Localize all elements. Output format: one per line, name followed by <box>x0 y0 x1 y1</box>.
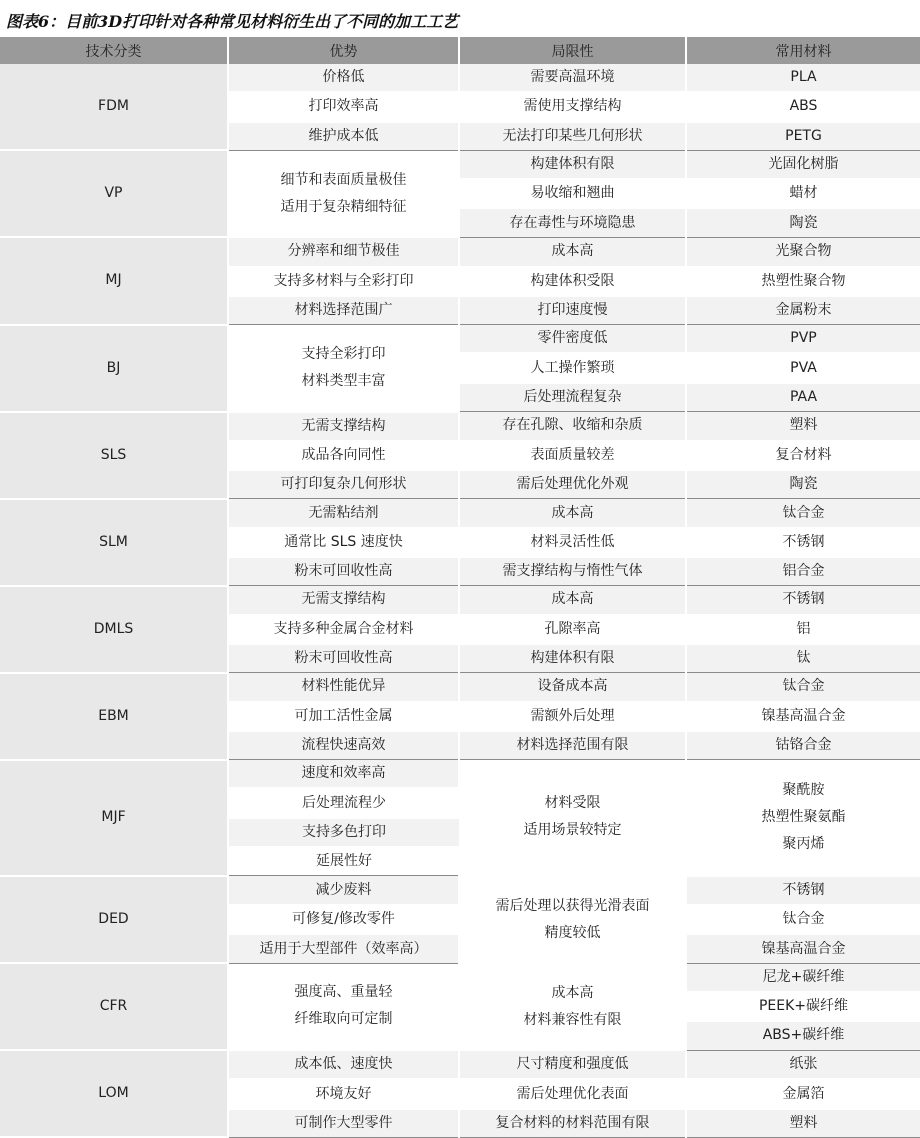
limitation-cell: 存在孔隙、收缩和杂质 <box>459 412 686 441</box>
table-row <box>0 963 920 992</box>
material-cell: 铝 <box>686 615 920 644</box>
advantage-cell-line: 材料类型丰富 <box>301 372 386 389</box>
material-cell: PVP <box>686 325 920 354</box>
limitation-cell: 材料选择范围有限 <box>459 731 686 760</box>
advantage-cell: 延展性好 <box>228 847 459 876</box>
advantage-cell: 无需粘结剂 <box>228 499 459 528</box>
category-cell: MJ <box>0 237 228 324</box>
limitation-cell: 易收缩和翘曲 <box>459 179 686 208</box>
table-row <box>0 412 920 441</box>
category-cell: MJF <box>0 760 228 876</box>
material-cell: PVA <box>686 353 920 382</box>
material-cell: 不锈钢 <box>686 528 920 557</box>
material-cell: 塑料 <box>686 1109 920 1138</box>
limitation-cell: 成本高 <box>459 499 686 528</box>
limitation-cell: 孔隙率高 <box>459 615 686 644</box>
advantage-cell-line: 强度高、重量轻 <box>294 984 393 1001</box>
table-row <box>0 237 920 266</box>
category-cell: EBM <box>0 673 228 760</box>
material-cell: PETG <box>686 122 920 151</box>
limitation-cell: 后处理流程复杂 <box>459 383 686 412</box>
header-limitations: 局限性 <box>459 37 686 64</box>
material-cell: 热塑性聚合物 <box>686 267 920 296</box>
advantage-cell: 减少废料 <box>228 876 459 905</box>
material-cell: 镍基高温合金 <box>686 702 920 731</box>
advantage-cell <box>228 150 459 237</box>
limitation-cell-line: 适用场景较特定 <box>523 822 622 839</box>
header-advantages: 优势 <box>228 37 459 64</box>
category-cell: BJ <box>0 325 228 412</box>
figure-title: 图表6：目前3D打印针对各种常见材料衍生出了不同的加工工艺 <box>6 12 459 31</box>
limitation-cell <box>459 876 686 963</box>
advantage-cell: 成品各向同性 <box>228 441 459 470</box>
material-cell: 光聚合物 <box>686 237 920 266</box>
table-row <box>0 1050 920 1079</box>
category-cell: SLM <box>0 499 228 586</box>
advantage-cell: 价格低 <box>228 64 459 92</box>
limitation-cell: 构建体积有限 <box>459 150 686 179</box>
process-table <box>0 37 920 1138</box>
material-cell: 钛合金 <box>686 499 920 528</box>
advantage-cell: 后处理流程少 <box>228 788 459 817</box>
limitation-cell: 设备成本高 <box>459 673 686 702</box>
table-row <box>0 876 920 905</box>
limitation-cell: 需要高温环境 <box>459 64 686 92</box>
advantage-cell <box>228 963 459 1050</box>
advantage-cell-line: 适用于复杂精细特征 <box>280 198 407 215</box>
advantage-cell: 环境友好 <box>228 1079 459 1108</box>
table-row <box>0 325 920 354</box>
advantage-cell: 通常比 SLS 速度快 <box>228 528 459 557</box>
advantage-cell-line: 细节和表面质量极佳 <box>280 171 407 188</box>
material-cell: PLA <box>686 64 920 92</box>
advantage-cell: 适用于大型部件（效率高） <box>228 934 459 963</box>
material-cell: 金属粉末 <box>686 296 920 325</box>
limitation-cell: 材料灵活性低 <box>459 528 686 557</box>
category-cell: FDM <box>0 64 228 150</box>
limitation-cell: 存在毒性与环境隐患 <box>459 208 686 237</box>
limitation-cell: 成本高 <box>459 586 686 615</box>
advantage-cell: 支持多种金属合金材料 <box>228 615 459 644</box>
limitation-cell-line: 材料兼容性有限 <box>523 1011 622 1028</box>
category-cell: CFR <box>0 963 228 1050</box>
limitation-cell-line: 精度较低 <box>544 924 601 941</box>
material-cell: 尼龙+碳纤维 <box>686 963 920 992</box>
header-row <box>0 37 920 64</box>
material-cell-line: 热塑性聚氨酯 <box>761 808 846 825</box>
material-cell: 钛合金 <box>686 905 920 934</box>
material-cell: 陶瓷 <box>686 470 920 499</box>
advantage-cell: 支持多材料与全彩打印 <box>228 267 459 296</box>
material-cell <box>686 760 920 876</box>
advantage-cell: 可加工活性金属 <box>228 702 459 731</box>
limitation-cell: 复合材料的材料范围有限 <box>459 1109 686 1138</box>
table-row <box>0 586 920 615</box>
limitation-cell <box>459 963 686 1050</box>
table-row <box>0 499 920 528</box>
material-cell: 光固化树脂 <box>686 150 920 179</box>
limitation-cell: 人工操作繁琐 <box>459 353 686 382</box>
limitation-cell: 需额外后处理 <box>459 702 686 731</box>
limitation-cell: 打印速度慢 <box>459 296 686 325</box>
limitation-cell: 需支撑结构与惰性气体 <box>459 557 686 586</box>
limitation-cell: 需使用支撑结构 <box>459 92 686 121</box>
material-cell: 镍基高温合金 <box>686 934 920 963</box>
advantage-cell: 无需支撑结构 <box>228 586 459 615</box>
limitation-cell-line: 需后处理以获得光滑表面 <box>495 897 650 914</box>
category-cell: VP <box>0 150 228 237</box>
header-category: 技术分类 <box>0 37 228 64</box>
material-cell: 塑料 <box>686 412 920 441</box>
material-cell-line: 聚丙烯 <box>782 835 825 852</box>
advantage-cell: 打印效率高 <box>228 92 459 121</box>
advantage-cell: 速度和效率高 <box>228 760 459 789</box>
material-cell: PEEK+碳纤维 <box>686 992 920 1021</box>
material-cell: 陶瓷 <box>686 208 920 237</box>
advantage-cell: 成本低、速度快 <box>228 1050 459 1079</box>
table-row <box>0 64 920 92</box>
material-cell: 金属箔 <box>686 1079 920 1108</box>
advantage-cell: 分辨率和细节极佳 <box>228 237 459 266</box>
advantage-cell: 可制作大型零件 <box>228 1109 459 1138</box>
material-cell: PAA <box>686 383 920 412</box>
material-cell: ABS <box>686 92 920 121</box>
limitation-cell-line: 成本高 <box>551 984 594 1001</box>
limitation-cell-line: 材料受限 <box>544 795 601 812</box>
table-row <box>0 760 920 789</box>
advantage-cell: 材料选择范围广 <box>228 296 459 325</box>
process-table-container <box>0 37 920 1138</box>
limitation-cell: 零件密度低 <box>459 325 686 354</box>
category-cell: DMLS <box>0 586 228 673</box>
limitation-cell: 需后处理优化外观 <box>459 470 686 499</box>
advantage-cell: 粉末可回收性高 <box>228 644 459 673</box>
material-cell: 蜡材 <box>686 179 920 208</box>
advantage-cell: 粉末可回收性高 <box>228 557 459 586</box>
material-cell: 不锈钢 <box>686 586 920 615</box>
material-cell-line: 聚酰胺 <box>782 781 825 798</box>
advantage-cell: 无需支撑结构 <box>228 412 459 441</box>
limitation-cell: 表面质量较差 <box>459 441 686 470</box>
table-row <box>0 150 920 179</box>
advantage-cell-line: 纤维取向可定制 <box>294 1011 393 1028</box>
category-cell: LOM <box>0 1050 228 1137</box>
material-cell: 不锈钢 <box>686 876 920 905</box>
material-cell: ABS+碳纤维 <box>686 1021 920 1050</box>
limitation-cell: 尺寸精度和强度低 <box>459 1050 686 1079</box>
limitation-cell: 无法打印某些几何形状 <box>459 122 686 151</box>
limitation-cell: 构建体积有限 <box>459 644 686 673</box>
advantage-cell: 材料性能优异 <box>228 673 459 702</box>
category-cell: DED <box>0 876 228 963</box>
advantage-cell-line: 支持全彩打印 <box>301 345 386 362</box>
material-cell: 钛合金 <box>686 673 920 702</box>
category-cell: SLS <box>0 412 228 499</box>
advantage-cell: 流程快速高效 <box>228 731 459 760</box>
table-row <box>0 673 920 702</box>
advantage-cell: 可修复/修改零件 <box>228 905 459 934</box>
material-cell: 铝合金 <box>686 557 920 586</box>
advantage-cell: 支持多色打印 <box>228 818 459 847</box>
limitation-cell: 构建体积受限 <box>459 267 686 296</box>
advantage-cell <box>228 325 459 412</box>
header-materials: 常用材料 <box>686 37 920 64</box>
advantage-cell: 维护成本低 <box>228 122 459 151</box>
material-cell: 钴铬合金 <box>686 731 920 760</box>
limitation-cell: 需后处理优化表面 <box>459 1079 686 1108</box>
material-cell: 纸张 <box>686 1050 920 1079</box>
limitation-cell <box>459 760 686 876</box>
material-cell: 复合材料 <box>686 441 920 470</box>
material-cell: 钛 <box>686 644 920 673</box>
advantage-cell: 可打印复杂几何形状 <box>228 470 459 499</box>
limitation-cell: 成本高 <box>459 237 686 266</box>
